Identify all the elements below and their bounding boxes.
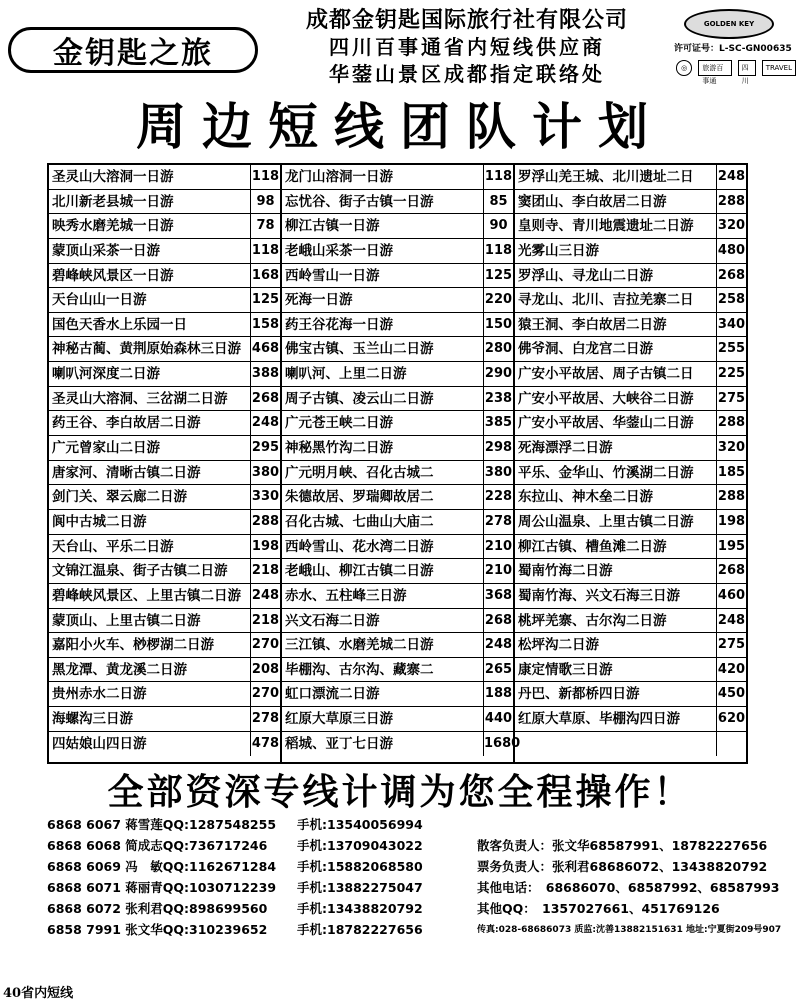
tour-price: 158 — [250, 313, 280, 337]
tour-row — [515, 535, 746, 560]
contact-phone: 6868 6071 蒋丽青QQ:1030712239 — [47, 880, 277, 895]
tour-name: 毕棚沟、古尔沟、藏寨二 — [285, 661, 434, 678]
tour-row — [49, 288, 280, 313]
tour-price: 168 — [250, 264, 280, 288]
tour-price: 198 — [716, 510, 746, 534]
tour-name: 光雾山三日游 — [518, 242, 599, 259]
tour-name: 广安小平故居、大峡谷二日游 — [518, 390, 694, 407]
tour-row — [282, 337, 513, 362]
tour-row — [282, 214, 513, 239]
tour-price: 278 — [250, 707, 280, 731]
tour-row — [282, 609, 513, 634]
contact-mobile: 手机:18782227656 — [297, 922, 423, 937]
tour-name: 东拉山、神木垒二日游 — [518, 489, 653, 506]
tour-name: 黑龙潭、黄龙溪二日游 — [52, 661, 187, 678]
tour-name: 召化古城、七曲山大庙二 — [285, 513, 434, 530]
tour-name: 碧峰峡风景区、上里古镇二日游 — [52, 587, 241, 604]
tour-row — [282, 658, 513, 683]
tour-price: 320 — [716, 214, 746, 238]
tour-price: 295 — [250, 436, 280, 460]
tour-name: 蜀南竹海二日游 — [518, 563, 613, 580]
tour-row — [282, 707, 513, 732]
tour-name: 神秘古蔺、黄荆原始森林三日游 — [52, 341, 241, 358]
tour-name: 红原大草原三日游 — [285, 711, 393, 728]
contact-mobile: 手机:13882275047 — [297, 880, 423, 895]
tour-price: 150 — [483, 313, 513, 337]
tour-row — [49, 313, 280, 338]
tour-row — [282, 732, 521, 757]
tour-row — [49, 337, 280, 362]
brand-name: 金钥匙之旅 — [53, 36, 213, 71]
tour-price: 248 — [250, 584, 280, 608]
tour-price: 270 — [250, 682, 280, 706]
tour-price: 268 — [250, 387, 280, 411]
tour-row — [515, 682, 746, 707]
tour-price: 248 — [716, 165, 746, 189]
tour-name: 死海一日游 — [285, 292, 353, 309]
tour-price: 248 — [716, 609, 746, 633]
tour-name: 西岭雪山一日游 — [285, 267, 380, 284]
tour-row — [515, 633, 746, 658]
tour-row — [49, 264, 280, 289]
tour-row — [49, 485, 280, 510]
tour-price: 380 — [483, 461, 513, 485]
tour-row — [282, 682, 513, 707]
tour-price: 268 — [716, 264, 746, 288]
tour-row — [515, 732, 746, 757]
contact-phone: 6868 6068 简成志QQ:736717246 — [47, 838, 268, 853]
partner-logo-3: TRAVEL — [762, 60, 796, 76]
tour-price: 210 — [483, 535, 513, 559]
tour-name: 药王谷花海一日游 — [285, 316, 393, 333]
tour-row — [515, 658, 746, 683]
tour-price: 468 — [250, 337, 280, 361]
golden-key-logo-icon — [684, 9, 774, 39]
tour-name: 松坪沟二日游 — [518, 637, 599, 654]
tour-name: 寻龙山、北川、吉拉羌寨二日 — [518, 292, 694, 309]
partner-logo-icon: ◎ — [676, 60, 692, 76]
tour-row — [49, 239, 280, 264]
tour-price: 118 — [483, 239, 513, 263]
partner-logo-1: 旅游百事通 — [698, 60, 731, 76]
tour-price: 478 — [250, 732, 280, 757]
tour-price: 118 — [483, 165, 513, 189]
tour-price: 218 — [250, 559, 280, 583]
tour-row — [282, 461, 513, 486]
tour-price: 78 — [250, 214, 280, 238]
tour-price: 298 — [483, 436, 513, 460]
tour-row — [49, 584, 280, 609]
tour-price: 98 — [250, 190, 280, 214]
contact-mobile: 手机:13709043022 — [297, 838, 423, 853]
tour-column — [513, 165, 746, 762]
tour-price: 420 — [716, 658, 746, 682]
tour-name: 柳江古镇一日游 — [285, 218, 380, 235]
tour-row — [515, 510, 746, 535]
tour-price: 125 — [250, 288, 280, 312]
tour-name: 红原大草原、毕棚沟四日游 — [518, 711, 680, 728]
tour-price: 228 — [483, 485, 513, 509]
tour-row — [282, 190, 513, 215]
tour-row — [49, 559, 280, 584]
tour-name: 嘉阳小火车、桫椤湖二日游 — [52, 637, 214, 654]
tour-name: 广元曾家山二日游 — [52, 440, 160, 457]
tour-row — [49, 609, 280, 634]
header — [8, 5, 794, 93]
tour-price — [716, 732, 746, 757]
tour-price: 1680 — [483, 732, 513, 757]
tour-name: 喇叭河、上里二日游 — [285, 366, 407, 383]
tour-row — [282, 313, 513, 338]
tour-row — [282, 387, 513, 412]
tour-price: 265 — [483, 658, 513, 682]
tour-name: 朱德故居、罗瑞卿故居二 — [285, 489, 434, 506]
tour-price: 270 — [250, 633, 280, 657]
tour-name: 死海漂浮二日游 — [518, 440, 613, 457]
page-title: 周边短线团队计划 — [136, 98, 664, 156]
other-qq: 其他QQ： 1357027661、451769126 — [477, 901, 720, 916]
tour-row — [49, 707, 280, 732]
tour-column — [280, 165, 521, 762]
tour-name: 兴文石海二日游 — [285, 612, 380, 629]
tour-row — [282, 362, 513, 387]
tour-name: 广元苍王峡二日游 — [285, 415, 393, 432]
tour-row — [282, 239, 513, 264]
tour-name: 平乐、金华山、竹溪湖二日游 — [518, 464, 694, 481]
tour-name: 周子古镇、凌云山二日游 — [285, 390, 434, 407]
tour-row — [515, 165, 746, 190]
tour-name: 海螺沟三日游 — [52, 711, 133, 728]
tour-name: 西岭雪山、花水湾二日游 — [285, 538, 434, 555]
tour-price: 368 — [483, 584, 513, 608]
tour-name: 桃坪羌寨、古尔沟二日游 — [518, 612, 667, 629]
tour-price: 380 — [250, 461, 280, 485]
tour-price: 288 — [250, 510, 280, 534]
tour-row — [49, 510, 280, 535]
other-phones: 其他电话： 68686070、68587992、68587993 — [477, 880, 780, 895]
tour-price: 275 — [716, 633, 746, 657]
tour-name: 康定情歌三日游 — [518, 661, 613, 678]
tour-row — [282, 633, 513, 658]
tour-price: 255 — [716, 337, 746, 361]
license-number: 许可证号：L-SC-GN00635 — [674, 44, 792, 54]
tour-name: 阆中古城二日游 — [52, 513, 147, 530]
tour-name: 佛爷洞、白龙宫二日游 — [518, 341, 653, 358]
tour-name: 喇叭河深度二日游 — [52, 366, 160, 383]
tour-name: 圣灵山大溶洞、三岔湖二日游 — [52, 390, 228, 407]
golden-key-logo-text: GOLDEN KEY — [703, 20, 755, 28]
tour-row — [49, 535, 280, 560]
contact-phone: 6868 6067 蒋雪莲QQ:1287548255 — [47, 817, 277, 832]
tour-price: 248 — [483, 633, 513, 657]
tour-name: 药王谷、李白故居二日游 — [52, 415, 201, 432]
fax-address: 传真:028-68686073 质监:沈善13882151631 地址:宁夏街209号907 — [477, 925, 782, 935]
tour-price: 125 — [483, 264, 513, 288]
tour-price: 185 — [716, 461, 746, 485]
tour-price: 188 — [483, 682, 513, 706]
company-info — [266, 7, 668, 88]
tour-row — [49, 190, 280, 215]
tour-row — [282, 485, 513, 510]
tour-row — [515, 485, 746, 510]
tour-row — [282, 436, 513, 461]
contact-mobile: 手机:15882068580 — [297, 859, 423, 874]
partner-logos — [676, 57, 796, 85]
tour-row — [282, 288, 513, 313]
tour-price: 450 — [716, 682, 746, 706]
tour-name: 贵州赤水二日游 — [52, 686, 147, 703]
tour-row — [49, 411, 280, 436]
tour-name: 天台山山一日游 — [52, 292, 147, 309]
tour-name: 忘忧谷、街子古镇一日游 — [285, 193, 434, 210]
tour-row — [515, 559, 746, 584]
tour-name: 猿王洞、李白故居二日游 — [518, 316, 667, 333]
tour-price: 440 — [483, 707, 513, 731]
tour-row — [282, 411, 513, 436]
tour-name: 皇则寺、青川地震遗址二日游 — [518, 218, 694, 235]
tour-name: 周公山温泉、上里古镇二日游 — [518, 513, 694, 530]
tour-row — [49, 633, 280, 658]
tour-row — [515, 362, 746, 387]
tour-name: 广安小平故居、华蓥山二日游 — [518, 415, 694, 432]
tour-name: 天台山、平乐二日游 — [52, 538, 174, 555]
tour-row — [515, 461, 746, 486]
tour-name: 映秀水磨羌城一日游 — [52, 218, 174, 235]
brand-logo — [8, 27, 258, 73]
contact-phone: 6868 6069 冯 敏QQ:1162671284 — [47, 859, 277, 874]
tour-row — [282, 510, 513, 535]
contact-mobile: 手机:13438820792 — [297, 901, 423, 916]
tour-row — [49, 362, 280, 387]
tour-name: 三江镇、水磨羌城二日游 — [285, 637, 434, 654]
tour-name: 神秘黑竹沟二日游 — [285, 440, 393, 457]
tour-price: 118 — [250, 165, 280, 189]
tour-row — [515, 584, 746, 609]
tour-price: 385 — [483, 411, 513, 435]
tour-row — [49, 165, 280, 190]
tour-name: 北川新老县城一日游 — [52, 193, 174, 210]
tour-row — [49, 214, 280, 239]
tour-name: 广安小平故居、周子古镇二日 — [518, 366, 694, 383]
tour-price: 320 — [716, 436, 746, 460]
tour-price: 258 — [716, 288, 746, 312]
tour-name: 文锦江温泉、街子古镇二日游 — [52, 563, 228, 580]
tour-price: 198 — [250, 535, 280, 559]
tour-name: 广元明月峡、召化古城二 — [285, 464, 434, 481]
tour-price: 210 — [483, 559, 513, 583]
tour-row — [515, 264, 746, 289]
tour-price: 268 — [483, 609, 513, 633]
tour-name: 蜀南竹海、兴文石海三日游 — [518, 587, 680, 604]
tour-row — [49, 387, 280, 412]
tour-row — [515, 411, 746, 436]
tour-row — [515, 313, 746, 338]
tour-row — [49, 732, 280, 757]
tour-price: 460 — [716, 584, 746, 608]
tour-price: 268 — [716, 559, 746, 583]
tour-row — [49, 682, 280, 707]
tour-row — [282, 264, 513, 289]
tour-price: 330 — [250, 485, 280, 509]
tour-row — [515, 609, 746, 634]
tour-name: 老峨山采茶一日游 — [285, 242, 393, 259]
tour-row — [282, 559, 513, 584]
tour-row — [515, 190, 746, 215]
tour-row — [515, 214, 746, 239]
tour-price: 218 — [250, 609, 280, 633]
tour-row — [282, 584, 513, 609]
tour-price: 275 — [716, 387, 746, 411]
tour-row — [49, 658, 280, 683]
page-footer: 40省内短线 — [3, 986, 74, 1001]
tour-name: 虹口漂流二日游 — [285, 686, 380, 703]
company-role: 四川百事通省内短线供应商 — [329, 35, 605, 59]
contact-mobile: 手机:13540056994 — [297, 817, 423, 832]
tour-name: 罗浮山、寻龙山二日游 — [518, 267, 653, 284]
tour-name: 罗浮山羌王城、北川遗址二日 — [518, 169, 694, 185]
tour-row — [49, 436, 280, 461]
tour-name: 蒙顶山采茶一日游 — [52, 242, 160, 259]
tour-name: 丹巴、新都桥四日游 — [518, 686, 640, 703]
tour-price: 220 — [483, 288, 513, 312]
tour-name: 龙门山溶洞一日游 — [285, 169, 393, 185]
tour-price: 388 — [250, 362, 280, 386]
tour-price: 480 — [716, 239, 746, 263]
company-liaison: 华蓥山景区成都指定联络处 — [329, 62, 605, 86]
tour-row — [49, 461, 280, 486]
tour-name: 碧峰峡风景区一日游 — [52, 267, 174, 284]
contact-phone: 6868 6072 张利君QQ:898699560 — [47, 901, 268, 916]
contact-phone: 6858 7991 张文华QQ:310239652 — [47, 922, 268, 937]
tour-price: 288 — [716, 411, 746, 435]
tour-price: 195 — [716, 535, 746, 559]
tour-price: 118 — [250, 239, 280, 263]
tour-name: 国色天香水上乐园一日 — [52, 316, 187, 333]
tour-price: 278 — [483, 510, 513, 534]
tour-price: 280 — [483, 337, 513, 361]
tour-name: 蒙顶山、上里古镇二日游 — [52, 612, 201, 629]
tour-price: 620 — [716, 707, 746, 731]
tour-price: 90 — [483, 214, 513, 238]
tour-name: 剑门关、翠云廊二日游 — [52, 489, 187, 506]
tour-column — [49, 165, 280, 762]
tour-row — [282, 165, 513, 190]
tour-name: 圣灵山大溶洞一日游 — [52, 169, 174, 185]
tour-price: 85 — [483, 190, 513, 214]
tour-name: 稻城、亚丁七日游 — [285, 735, 393, 752]
tour-table — [47, 163, 748, 764]
tour-price: 290 — [483, 362, 513, 386]
tour-row — [515, 387, 746, 412]
contacts — [47, 815, 782, 943]
tour-name: 佛宝古镇、玉兰山二日游 — [285, 341, 434, 358]
tour-price: 288 — [716, 190, 746, 214]
tour-name: 唐家河、清晰古镇二日游 — [52, 464, 201, 481]
tour-price: 238 — [483, 387, 513, 411]
tour-price: 288 — [716, 485, 746, 509]
tour-row — [515, 707, 746, 732]
company-name: 成都金钥匙国际旅行社有限公司 — [305, 8, 628, 33]
tour-price: 248 — [250, 411, 280, 435]
tour-row — [282, 535, 513, 560]
retail-manager: 散客负责人：张文华68587991、18782227656 — [477, 838, 768, 853]
ticket-manager: 票务负责人：张利君68686072、13438820792 — [477, 859, 768, 874]
tour-row — [515, 436, 746, 461]
partner-logo-2: 四川 — [738, 60, 756, 76]
tour-row — [515, 239, 746, 264]
tour-price: 225 — [716, 362, 746, 386]
tour-name — [515, 732, 716, 757]
tour-price: 208 — [250, 658, 280, 682]
tour-price: 340 — [716, 313, 746, 337]
tour-name: 老峨山、柳江古镇二日游 — [285, 563, 434, 580]
tour-name: 柳江古镇、槽鱼滩二日游 — [518, 538, 667, 555]
slogan: 全部资深专线计调为您全程操作！ — [107, 772, 693, 813]
tour-name: 窦团山、李白故居二日游 — [518, 193, 667, 210]
tour-row — [515, 337, 746, 362]
tour-name: 赤水、五柱峰三日游 — [285, 587, 407, 604]
tour-name: 四姑娘山四日游 — [52, 735, 147, 752]
tour-row — [515, 288, 746, 313]
